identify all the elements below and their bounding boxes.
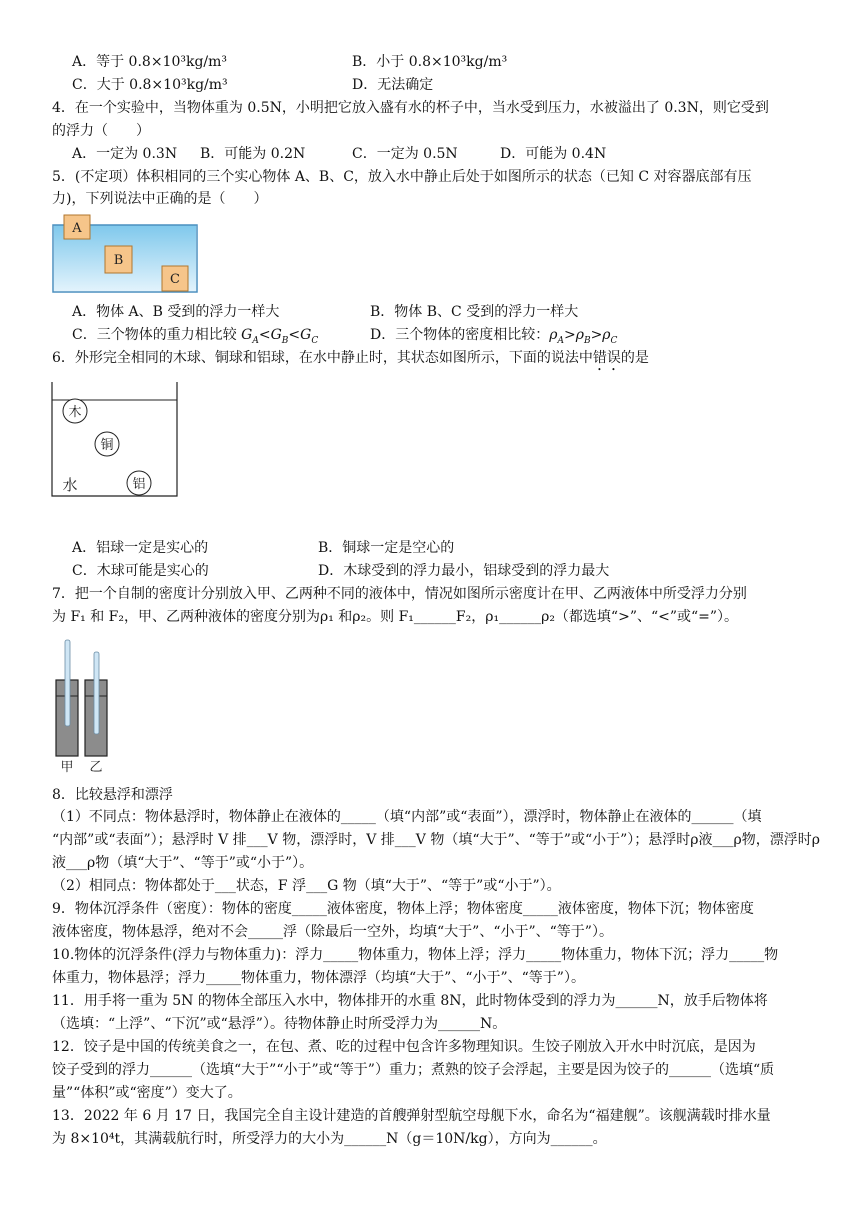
q11-line1: 11．用手将一重为 5N 的物体全部压入水中，物体排开的水重 8N，此时物体受到的浮力为______N，放手后物体将 [52,993,768,1009]
q3-option-b: B．小于 0.8×10³kg/m³ [352,54,508,70]
q7-figure [52,638,116,774]
q5-option-d-formula: $\rho_A>\rho_B>\rho_C$ [549,327,618,346]
q6-copper-label: 铜 [100,438,114,453]
q10-line1: 10.物体的沉浮条件(浮力与物体重力)：浮力_____物体重力，物体上浮；浮力_____物体重力，物体下沉；浮力_____物 [52,947,779,963]
q4-option-c: C．一定为 0.5N [352,146,458,162]
q6-option-d: D．木球受到的浮力最小，铝球受到的浮力最大 [318,563,610,579]
q8-line4: （2）相同点：物体都处于___状态，F 浮___G 物（填“大于”、“等于”或“小于”）。 [52,878,561,894]
q5-option-c-formula: $G_A<G_B<G_C$ [241,327,319,346]
q5-option-a: A．物体 A、B 受到的浮力一样大 [72,304,280,320]
q6-stem-emphasis: 错误 [592,350,621,366]
q6-stem [52,348,649,374]
q8-line2: “内部”或“表面”）；悬浮时 V 排___V 物，漂浮时，V 排___V 物（填“大于”、“等于”或“小于”）；悬浮时ρ液___ρ物，漂浮时ρ [52,832,820,848]
q4-option-d: D．可能为 0.4N [500,146,607,162]
q7-stem-line2: 为 F₁ 和 F₂，甲、乙两种液体的密度分别为ρ₁ 和ρ₂。则 F₁______F₂，ρ₁______ρ₂（都选填“>”、“<”或“=”）。 [52,609,739,625]
q9-line1: 9．物体沉浮条件（密度）：物体的密度_____液体密度，物体上浮；物体密度_____液体密度，物体下沉；物体密度 [52,901,754,917]
q6-option-b: B．铜球一定是空心的 [318,540,455,556]
q11-line2: （选填：“上浮”、“下沉”或“悬浮”）。待物体静止时所受浮力为______N。 [52,1016,507,1032]
q6-option-c: C．木球可能是实心的 [72,563,209,579]
q5-option-d [370,325,617,345]
q13-line1: 13．2022 年 6 月 17 日，我国完全自主设计建造的首艘弹射型航空母舰下水，命名为“福建舰”。该舰满载时排水量 [52,1108,771,1124]
q5-option-d-text: D．三个物体的密度相比较： [370,327,550,343]
q7-label-yi: 乙 [89,760,103,774]
q5-option-c [72,325,318,345]
q12-line1: 12．饺子是中国的传统美食之一，在包、煮、吃的过程中包含许多物理知识。生饺子刚放入开水中时沉底，是因为 [52,1039,756,1055]
q4-option-b: B．可能为 0.2N [200,146,306,162]
q5-stem-line2: 力)，下列说法中正确的是（ ） [52,191,268,207]
q6-option-a: A．铝球一定是实心的 [72,540,209,556]
q6-stem-post: 的是 [620,350,649,366]
q5-stem-line1: 5．(不定项）体积相同的三个实心物体 A、B、C，放入水中静止后处于如图所示的状态（已知 C 对容器底部有压 [52,169,752,185]
q5-option-b: B．物体 B、C 受到的浮力一样大 [370,304,579,320]
q6-aluminum-label: 铝 [132,477,146,492]
q12-line2: 饺子受到的浮力______（选填“大于”“小于”或“等于”）重力；煮熟的饺子会浮起，主要是因为饺子的______（选填“质 [52,1062,775,1078]
q5-box-b-label: B [113,253,124,268]
q6-wood-label: 木 [68,405,82,420]
q5-box-c-label: C [170,272,180,287]
q4-stem-line2: 的浮力（ ） [52,123,150,139]
q8-title: 8．比较悬浮和漂浮 [52,787,173,803]
q7-stem-line1: 7．把一个自制的密度计分别放入甲、乙两种不同的液体中，情况如图所示密度计在甲、乙两液体中所受浮力分别 [52,586,747,602]
q6-stem-pre: 6．外形完全相同的木球、铜球和铝球，在水中静止时，其状态如图所示，下面的说法中 [52,350,593,366]
q12-line3: 量”“体积”或“密度”）变大了。 [52,1085,242,1101]
q3-option-c: C．大于 0.8×10³kg/m³ [72,77,228,93]
q5-option-c-text: C．三个物体的重力相比较 [72,327,242,343]
q8-line1: （1）不同点：物体悬浮时，物体静止在液体的_____（填“内部”或“表面”），漂浮时，物体静止在液体的______（填 [52,809,762,825]
q9-line2: 液体密度，物体悬浮，绝对不会_____浮（除最后一空外，均填“大于”、“小于”、“等于”）。 [52,924,613,940]
q6-water-label: 水 [62,476,78,494]
q6-figure [50,380,180,498]
q7-label-jia: 甲 [60,760,74,774]
q8-line3: 液___ρ物（填“大于”、“等于”或“小于”）。 [52,855,314,871]
q3-option-a: A．等于 0.8×10³kg/m³ [72,54,228,70]
q3-option-d: D．无法确定 [352,77,434,93]
q7-hydrometer-yi [94,652,99,734]
q4-option-a: A．一定为 0.3N [72,146,178,162]
q5-figure-container [52,213,198,293]
q13-line2: 为 8×10⁴t，其满载航行时，所受浮力的大小为______N（g＝10N/kg），方向为______。 [52,1131,607,1147]
q10-line2: 体重力，物体悬浮；浮力_____物体重力，物体漂浮（均填“大于”、“小于”、“等于”）。 [52,970,585,986]
q7-hydrometer-jia [65,640,70,726]
q4-stem-line1: 4．在一个实验中，当物体重为 0.5N，小明把它放入盛有水的杯子中，当水受到压力，水被溢出了 0.3N，则它受到 [52,100,769,116]
q5-box-a-label: A [72,221,82,236]
